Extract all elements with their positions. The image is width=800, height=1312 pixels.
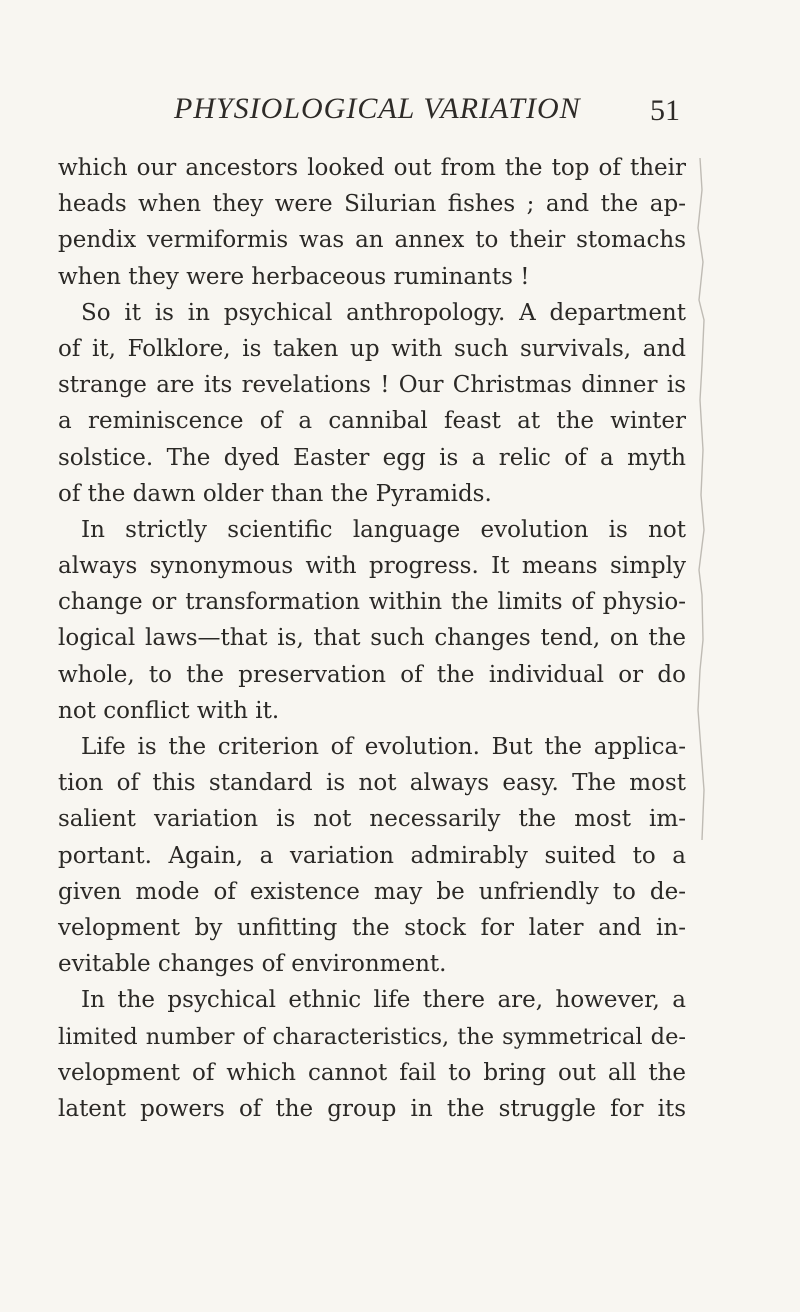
text-line: velopment by unfitting the stock for later and in- xyxy=(58,914,686,941)
text-line: In strictly scientific language evolution is not xyxy=(81,516,686,543)
text-line: which our ancestors looked out from the top of their xyxy=(58,155,686,181)
pencil-stroke xyxy=(698,158,704,840)
text-line: change or transformation within the limits of physio- xyxy=(58,589,686,616)
text-line: not conflict with it. xyxy=(58,697,280,724)
text-line: latent powers of the group in the struggle for its xyxy=(58,1095,686,1122)
text-line: portant. Again, a variation admirably suited to a xyxy=(58,842,686,869)
text-line: given mode of existence may be unfriendly to de- xyxy=(58,878,686,905)
margin-pencil-marks xyxy=(692,150,712,870)
text-line: Life is the criterion of evolution. But the applica- xyxy=(81,734,686,760)
text-line: of the dawn older than the Pyramids. xyxy=(58,480,492,507)
text-line: pendix vermiformis was an annex to their stomachs xyxy=(58,227,686,254)
text-line: always synonymous with progress. It means simply xyxy=(58,553,686,580)
text-line: heads when they were Silurian fishes ; and the ap- xyxy=(58,191,686,218)
text-line: solstice. The dyed Easter egg is a relic of a myth xyxy=(58,444,686,471)
body-text xyxy=(58,150,686,1127)
text-line: when they were herbaceous ruminants ! xyxy=(58,263,530,290)
running-title: PHYSIOLOGICAL VARIATION xyxy=(174,92,581,125)
text-line: tion of this standard is not always easy. The most xyxy=(58,770,686,797)
text-line: salient variation is not necessarily the most im- xyxy=(58,806,686,833)
text-line: limited number of characteristics, the symmetrical de- xyxy=(58,1023,686,1050)
text-line: a reminiscence of a cannibal feast at the winter xyxy=(58,408,686,435)
text-line: evitable changes of environment. xyxy=(58,951,447,978)
text-line: of it, Folklore, is taken up with such survivals, and xyxy=(58,335,686,362)
page-number: 51 xyxy=(650,94,680,127)
page-header xyxy=(0,92,800,132)
text-line: In the psychical ethnic life there are, however, a xyxy=(81,987,686,1014)
text-line: So it is in psychical anthropology. A department xyxy=(81,299,686,326)
text-line: strange are its revelations ! Our Christmas dinner is xyxy=(58,372,686,399)
text-line: velopment of which cannot fail to bring out all the xyxy=(58,1059,686,1086)
text-line: logical laws—that is, that such changes tend, on the xyxy=(58,625,686,652)
text-line: whole, to the preservation of the individual or do xyxy=(58,661,686,688)
